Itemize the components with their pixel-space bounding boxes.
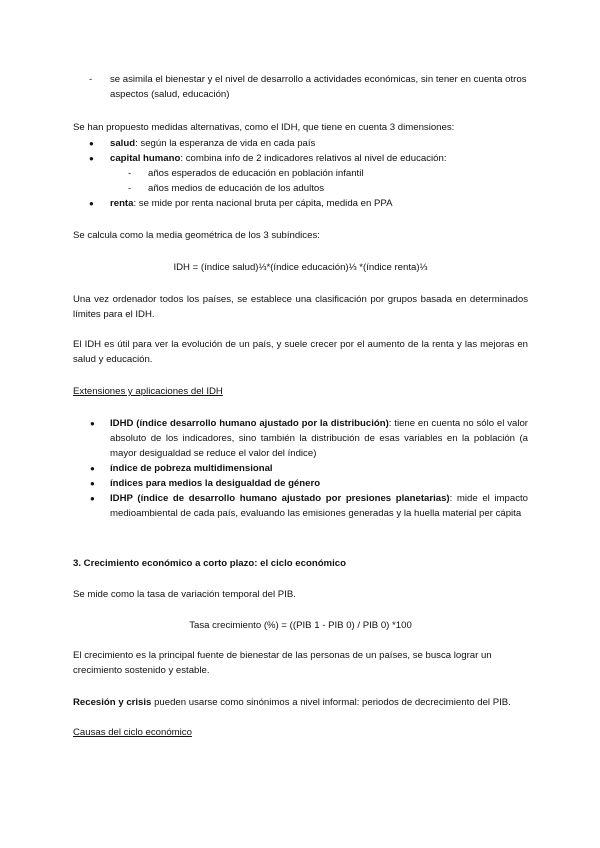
extension-term: IDHD (índice desarrollo humano ajustado por la distribución): [110, 418, 389, 429]
education-subitem-text: años esperados de educación en población infantil: [148, 168, 364, 179]
dimension-item-capital-humano: [73, 151, 528, 166]
bullet-icon: ●: [90, 494, 95, 503]
extension-term: índices para medios la desigualdad de género: [110, 478, 321, 489]
growth-intro-paragraph: Se mide como la tasa de variación temporal del PIB.: [73, 589, 296, 600]
extensions-list: [73, 416, 528, 521]
dimension-desc: : se mide por renta nacional bruta per cápita, medida en PPA: [133, 198, 393, 209]
dash-marker: -: [89, 74, 93, 85]
dash-list-item: [73, 72, 528, 102]
dash-marker: -: [128, 168, 132, 179]
dimension-term: capital humano: [110, 153, 181, 164]
dimension-desc: : según la esperanza de vida en cada país: [135, 138, 316, 149]
idh-formula: IDH = (índice salud)⅓*(índice educación)⅓ *(índice renta)⅓: [173, 262, 428, 273]
recession-desc: pueden usarse como sinónimos a nivel informal: periodos de decrecimiento del PIB.: [151, 697, 511, 708]
bullet-icon: ●: [89, 139, 94, 148]
dimension-item-renta: [73, 196, 528, 211]
dash-item-text: se asimila el bienestar y el nivel de desarrollo a actividades económicas, sin tener en cuenta otros aspectos (salud, educación): [110, 74, 527, 100]
education-subitem: [73, 181, 528, 196]
dash-marker: -: [128, 183, 132, 194]
dimension-term: salud: [110, 138, 136, 149]
causes-heading: Causas del ciclo económico: [73, 727, 192, 738]
extension-item-genero: [73, 476, 528, 491]
extension-term: IDHP (índice de desarrollo humano ajustado por presiones planetarias): [110, 493, 450, 504]
ordering-paragraph: Una vez ordenador todos los países, se establece una clasificación por grupos basada en determinados límites para el IDH.: [73, 294, 528, 320]
recession-term: Recesión y crisis: [73, 697, 152, 708]
bullet-icon: ●: [90, 479, 95, 488]
education-subitem-text: años medios de educación de los adultos: [148, 183, 325, 194]
dimension-item-salud: [73, 136, 528, 151]
bullet-icon: ●: [90, 464, 95, 473]
dimension-desc: : combina info de 2 indicadores relativos al nivel de educación:: [180, 153, 447, 164]
growth-paragraph: El crecimiento es la principal fuente de bienestar de las personas de un países, se busca lograr un crecimiento sostenido y estable.: [73, 650, 492, 676]
dimension-term: renta: [110, 198, 134, 209]
extension-item-pobreza: [73, 461, 528, 476]
bullet-icon: ●: [89, 154, 94, 163]
bullet-icon: ●: [89, 199, 94, 208]
dimensions-list: [73, 136, 528, 211]
bullet-icon: ●: [90, 419, 95, 428]
section-title: 3. Crecimiento económico a corto plazo: el ciclo económico: [73, 558, 346, 569]
growth-formula: Tasa crecimiento (%) = ((PIB 1 - PIB 0) / PIB 0) *100: [189, 620, 412, 631]
extension-desc: : mide el impacto medioambiental de cada país, evaluando las emisiones generadas y la huella material per cápita: [110, 493, 529, 519]
idh-intro-paragraph: Se han propuesto medidas alternativas, como el IDH, que tiene en cuenta 3 dimensiones:: [73, 122, 455, 133]
extensions-heading: Extensiones y aplicaciones del IDH: [73, 386, 223, 397]
recession-paragraph: [73, 695, 528, 710]
extension-desc: : tiene en cuenta no sólo el valor absoluto de los indicadores, sino también la distribución de esas variables en la población (a mayor desigualdad se reduce el valor del índice): [110, 418, 529, 459]
extension-item-idhd: [73, 416, 528, 461]
calc-intro-paragraph: Se calcula como la media geométrica de los 3 subíndices:: [73, 230, 320, 241]
education-subitem: [73, 166, 528, 181]
extension-item-idhp: [73, 491, 528, 521]
usefulness-paragraph: El IDH es útil para ver la evolución de un país, y suele crecer por el aumento de la renta y las mejoras en salud y educación.: [73, 339, 528, 365]
extension-term: índice de pobreza multidimensional: [110, 463, 273, 474]
